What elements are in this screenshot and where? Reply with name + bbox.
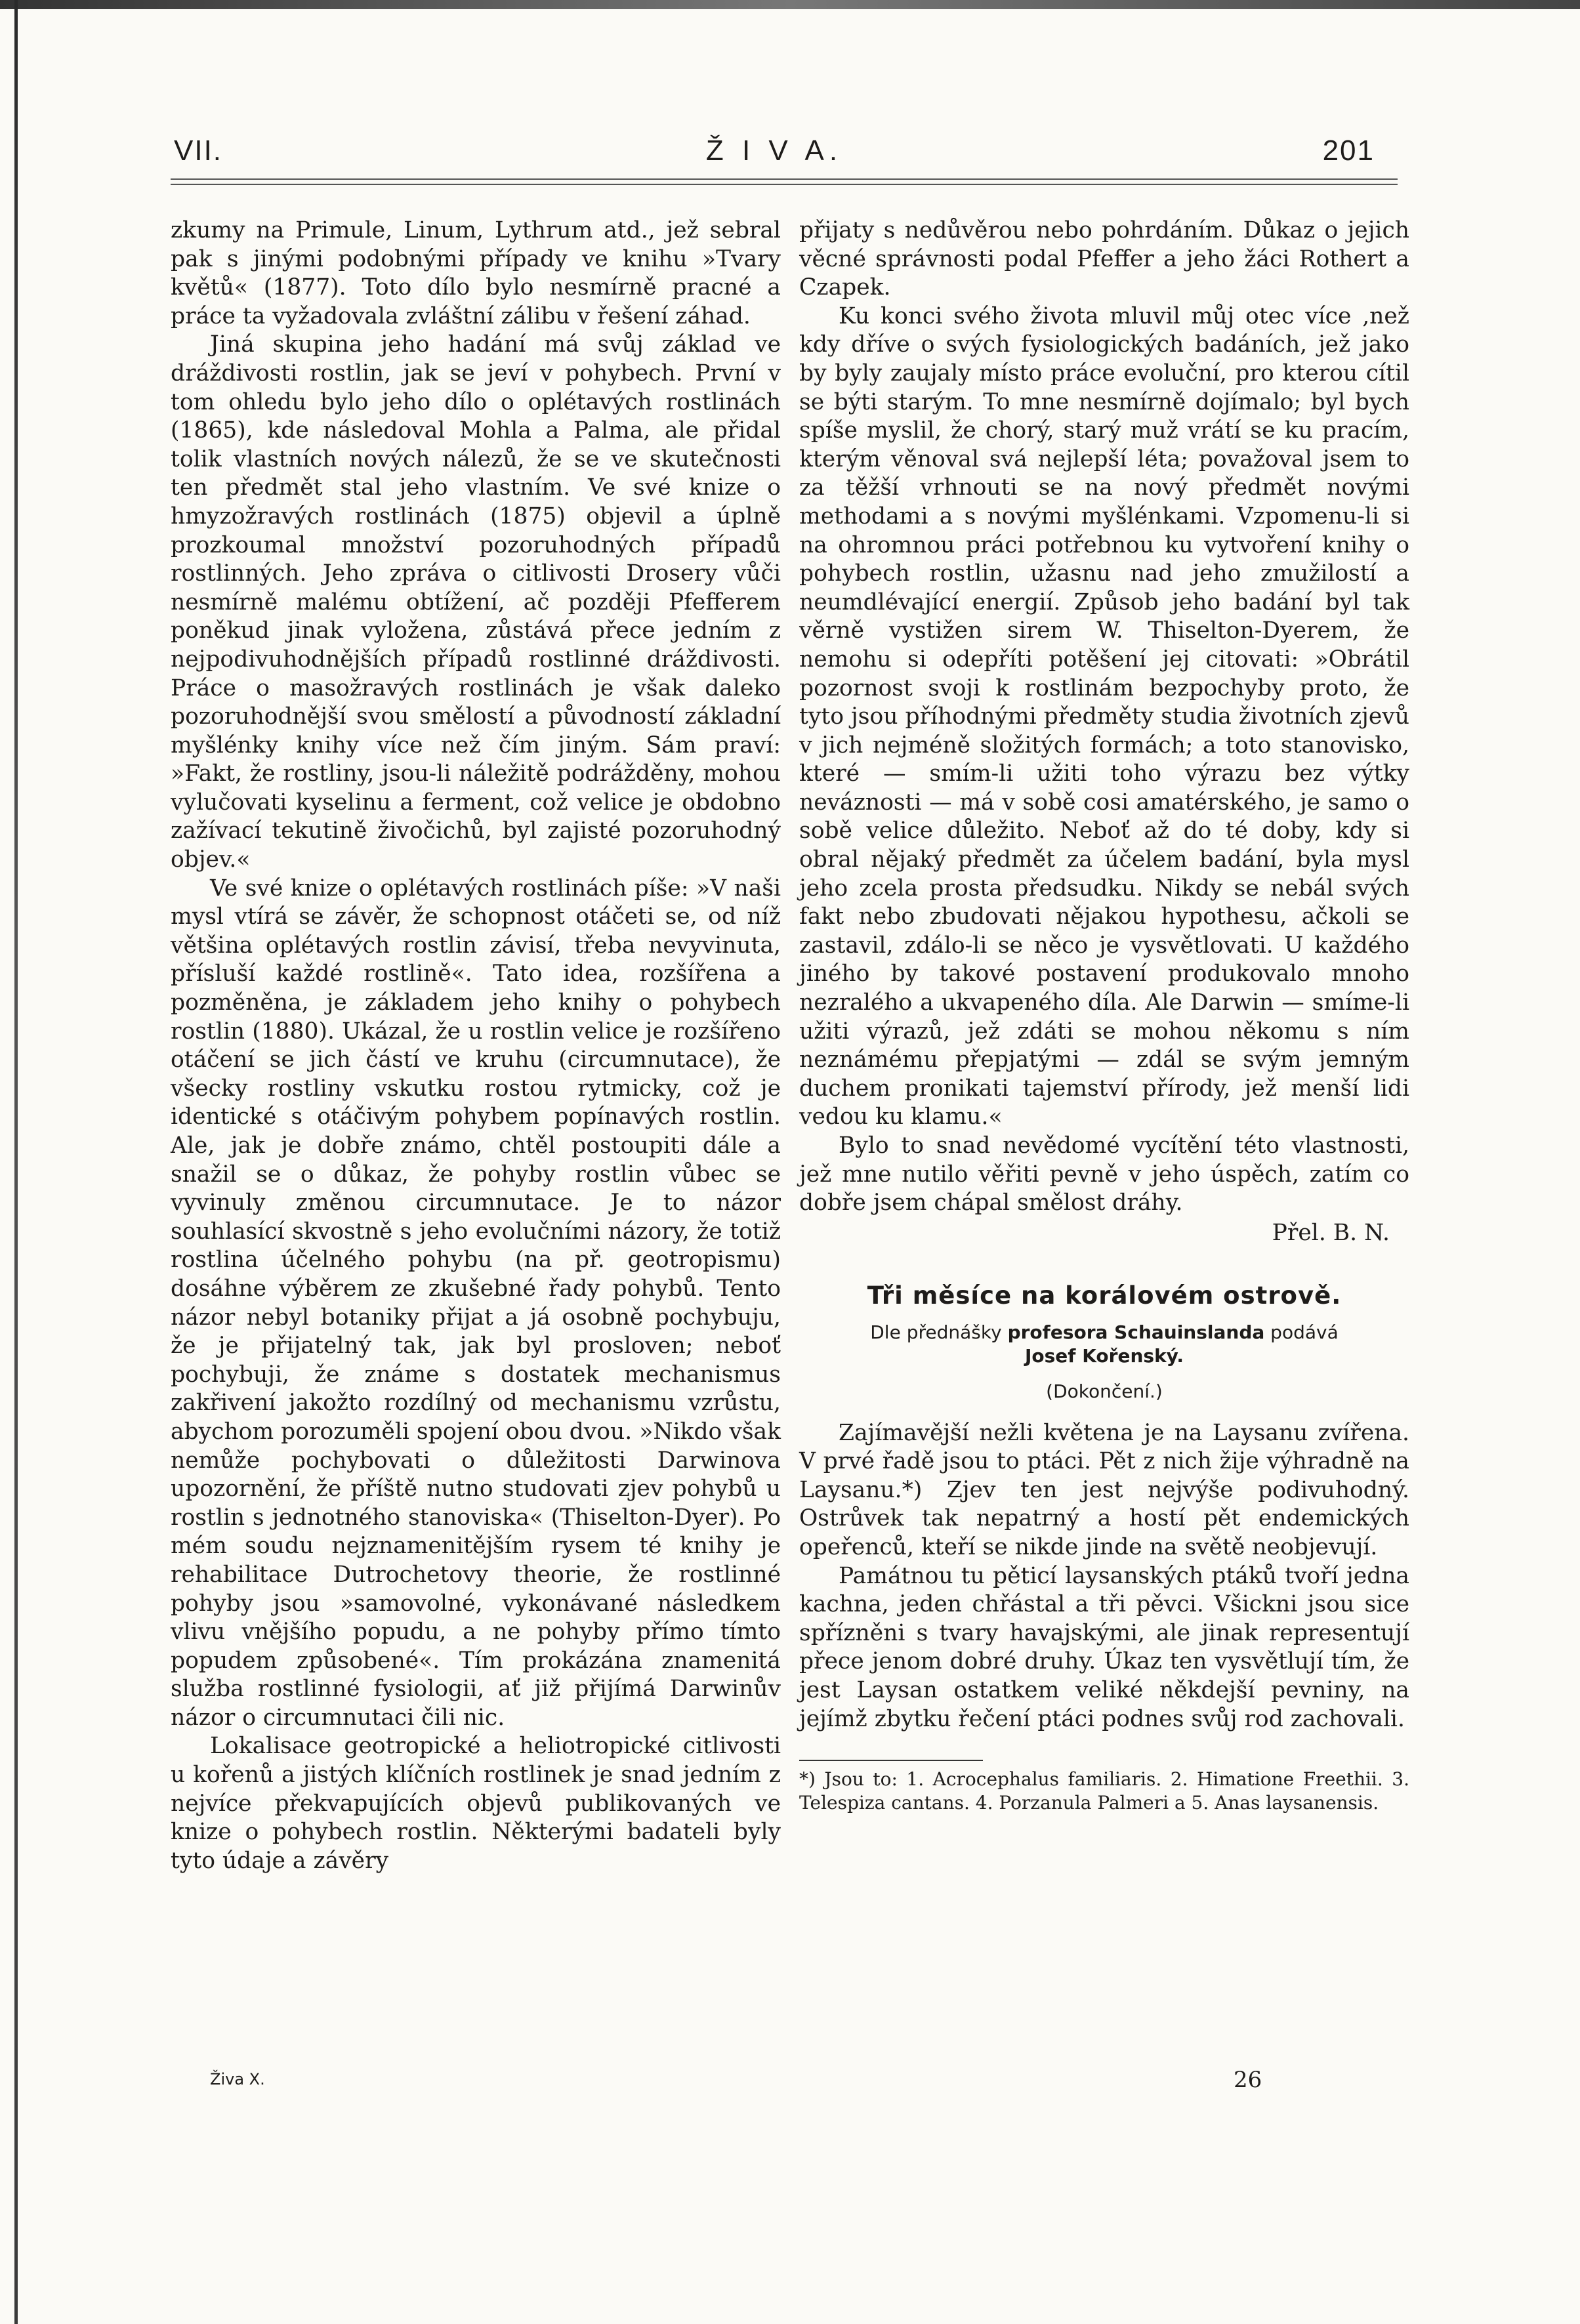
scan-border-left [14,0,18,2324]
page-number: 201 [1322,135,1375,167]
article-author: Josef Kořenský. [1024,1344,1184,1367]
left-column [171,217,781,1875]
byline-text: podává [1270,1321,1339,1343]
header-rule-double [171,184,1398,185]
byline-text: Dle přednášky [870,1321,1002,1343]
byline-professor: profesora Schauinslanda [1007,1321,1265,1343]
scan-border-top [0,0,1580,9]
paragraph: Památnou tu pěticí laysanských ptáků tvoří jedna kachna, jeden chřástal a tři pěvci. Všickni jsou sice spřízněni s tvary havajskými, ale jinak representují přece jenom dobré druhy. Úkaz ten vysvětlují tím, že jest Laysan ostatkem veliké někdejší pevniny, na jejímž zbytku řečení ptáci podnes svůj rod zachovali. [799,1562,1409,1732]
paragraph: Ve své knize o oplétavých rostlinách píše: »V naši mysl vtírá se závěr, že schopnost otáčeti se, od níž většina oplétavých rostlin závisí, třeba nevyvinuta, přísluší každé rostlině«. Tato idea, rozšířena a pozměněna, je základem jeho knihy o pohybech rostlin (1880). Ukázal, že u rostlin velice je rozšířeno otáčení se jich částí ve kruhu (circumnutace), že všecky rostliny vskutku rostou rytmicky, což je identické s otáčivým pohybem popínavých rostlin. Ale, jak je dobře známo, chtěl postoupiti dále a snažil se o důkaz, že pohyby rostlin vůbec se vyvinuly změnou circumnutace. Je to názor souhlasící skvostně s jeho evolučními názory, že totiž rostlina účelného pohybu (na př. geotropismu) dosáhne výběrem ze zkušebné řady pohybů. Tento názor nebyl botaniky přijat a já osobně pochybuju, že je přijatelný tak, jak byl prosloven; neboť pochybuji, že známe s dostatek mechanismus zakřivení jakožto rozdílný od mechanismu vzrůstu, abychom porozuměli spojení obou dvou. »Nikdo však nemůže pochybovati o důležitosti Darwinova upozornění, že příště nutno studovati zjev pohybů u rostlin s jednotného stanoviska« (Thiselton-Dyer). Po mém soudu nejznamenitějším rysem té knihy je rehabilitace Dutrochetovy theorie, že rostlinné pohyby jsou »samovolné, vykonávané následkem vlivu vnějšího popudu, a ne pohyby přímo tímto popudem způsobené«. Tím prokázána znamenitá služba rostlinné fysiologii, ať již přijímá Darwinův názor o circumnutaci čili nic. [171,875,781,1731]
journal-title: Ž I V A. [705,135,843,167]
translator-credit: Přel. B. N. [1272,1219,1390,1246]
article-title: Tři měsíce na korálovém ostrově. [867,1281,1342,1310]
paragraph: Ku konci svého života mluvil můj otec více ,než kdy dříve o svých fysiologických badáních, jež jako by byly zaujaly místo práce evoluční, pro kterou cítil se býti starým. To mne nesmírně dojímalo; byl bych spíše myslil, že chorý, starý muž vrátí se ku pracím, kterým věnoval svá nejlepší léta; považoval jsem to za těžší vrhnouti se na nový předmět novými methodami a s novými myšlénkami. Vzpomenu-li si na ohromnou práci potřebnou ku vytvoření knihy o pohybech rostlin, užasnu nad jeho zmužilostí a neumdlévající energií. Způsob jeho badání byl tak věrně vystižen sirem W. Thiselton-Dyerem, že nemohu si odepříti potěšení jej citovati: »Obrátil pozornost svoji k rostlinám bezpochyby proto, že tyto jsou příhodnými předměty studia životních zjevů v jich nejméně složitých formách; a toto stanovisko, které — smím-li užiti toho výrazu bez výtky neváznosti — má v sobě cosi amatérského, je samo o sobě velice důležito. Neboť až do té doby, kdy si obral nějaký předmět za účelem badání, byla mysl jeho zcela prosta předsudku. Nikdy se nebál svých fakt nebo zbudovati nějakou hypothesu, ačkoli se zastavil, zdálo-li se něco je vysvětlovati. U každého jiného by takové postavení produkovalo mnoho nezralého a ukvapeného díla. Ale Darwin — smíme-li užiti výrazů, jež zdáti se mohou někomu s ním neznámému přepjatými — zdál se svým jemným duchem pronikati tajemství přírody, jež menší lidi vedou ku klamu.« [799,302,1409,1131]
paragraph: Jiná skupina jeho hadání má svůj základ ve dráždivosti rostlin, jak se jeví v pohybech. První v tom ohledu bylo jeho dílo o oplétavých rostlinách (1865), kde následoval Mohla a Palma, ale přidal tolik vlastních nových nálezů, že se ve skutečnosti ten předmět stal jeho vlastním. Ve své knize o hmyzožravých rostlinách (1875) objevil a úplně prozkoumal množství pozoruhodných případů rostlinných. Jeho zpráva o citlivosti Drosery vůči nesmírně malému obtížení, ač později Pfefferem poněkud jinak vyložena, zůstává přece jedním z nejpodivuhodnějších případů rostlinné dráždivosti. Práce o masožravých rostlinách je však daleko pozoruhodnější svou smělostí a původností základní myšlénky knihy více než čím jiným. Sám praví: »Fakt, že rostliny, jsou-li náležitě podrážděny, mohou vylučovati kyselinu a ferment, což velice je obdobno zažívací tekutině živočichů, byl zajisté pozoruhodný objev.« [171,331,781,873]
running-header [174,135,1375,174]
paragraph: přijaty s nedůvěrou nebo pohrdáním. Důkaz o jejich věcné správnosti podal Pfeffer a jeho žáci Rothert a Czapek. [799,217,1409,301]
footnote: *) Jsou to: 1. Acrocephalus familiaris. 2. Himatione Freethii. 3. Telespiza cantans. 4. Porzanula Palmeri a 5. Anas laysanensis. [799,1768,1409,1814]
continuation-note: (Dokončení.) [1046,1380,1163,1402]
paragraph: zkumy na Primule, Linum, Lythrum atd., jež sebral pak s jinými podobnými případy ve knihu »Tvary květů« (1877). Toto dílo bylo nesmírně pracné a práce ta vyžadovala zvláštní zálibu v řešení záhad. [171,217,781,329]
volume-number: VII. [174,135,223,167]
article-byline [799,1321,1409,1368]
paragraph: Zajímavější nežli květena je na Laysanu zvířena. V prvé řadě jsou to ptáci. Pět z nich žije výhradně na Laysanu.*) Zjev ten jest nejvýše podivuhodný. Ostrůvek tak nepatrný a hostí pět endemických opeřenců, kteří se nikde jinde na světě neobjevují. [799,1419,1409,1560]
paragraph: Bylo to snad nevědomé vycítění této vlastnosti, jež mne nutilo věřiti pevně v jeho úspěch, zatím co dobře jsem chápal smělost dráhy. [799,1132,1409,1216]
right-column [799,217,1409,1815]
footnote-rule [799,1760,983,1761]
paragraph: Lokalisace geotropické a heliotropické citlivosti u kořenů a jistých klíčních rostlinek je snad jedním z nejvíce překvapujících objevů publikovaných ve knize o pohybech rostlin. Některými badateli byly tyto údaje a závěry [171,1733,781,1874]
signature-number: 26 [1234,2067,1262,2093]
journal-folio: Živa X. [210,2070,265,2088]
header-rule [171,178,1398,180]
